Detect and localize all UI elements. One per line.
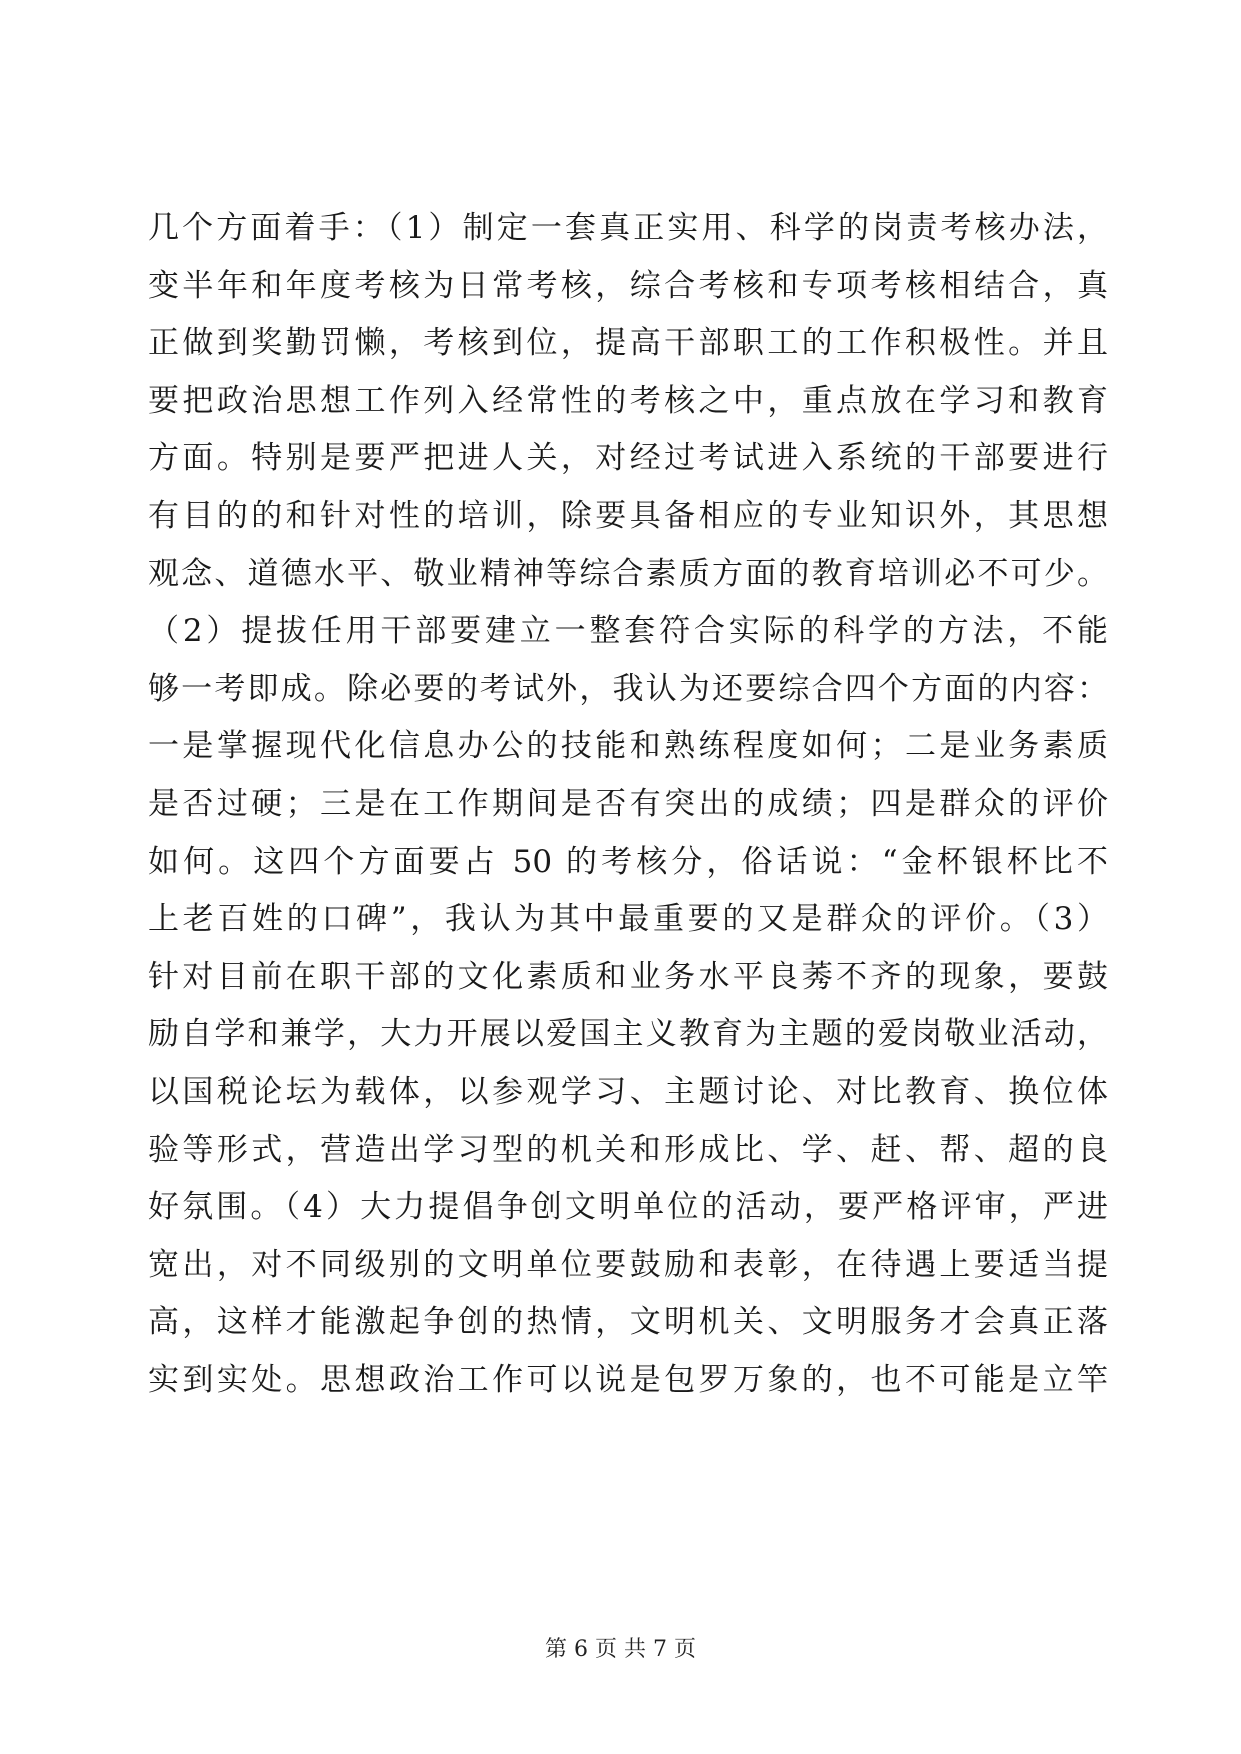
- text-line: 一是掌握现代化信息办公的技能和熟练程度如何；二是业务素质: [148, 728, 1108, 765]
- text-line: 要把政治思想工作列入经常性的考核之中，重点放在学习和教育: [148, 382, 1108, 419]
- text-line: 验等形式，营造出学习型的机关和形成比、学、赶、帮、超的良: [148, 1131, 1108, 1168]
- text-line: （2）提拔任用干部要建立一整套符合实际的科学的方法，不能: [148, 613, 1108, 650]
- text-line: 以国税论坛为载体，以参观学习、主题讨论、对比教育、换位体: [148, 1073, 1108, 1110]
- text-line: 针对目前在职干部的文化素质和业务水平良莠不齐的现象，要鼓: [148, 958, 1108, 995]
- text-line: 方面。特别是要严把进人关，对经过考试进入系统的干部要进行: [148, 440, 1108, 477]
- text-line: 有目的的和针对性的培训，除要具备相应的专业知识外，其思想: [148, 497, 1108, 534]
- text-line: 励自学和兼学，大力开展以爱国主义教育为主题的爱岗敬业活动，: [148, 1016, 1108, 1053]
- body-text: [148, 200, 1108, 1409]
- page-footer: [0, 1635, 1241, 1665]
- text-line: 观念、道德水平、敬业精神等综合素质方面的教育培训必不可少。: [148, 555, 1108, 592]
- text-line: 宽出，对不同级别的文明单位要鼓励和表彰，在待遇上要适当提: [148, 1246, 1108, 1283]
- text-line: 够一考即成。除必要的考试外，我认为还要综合四个方面的内容：: [148, 670, 1108, 707]
- text-line: 实到实处。思想政治工作可以说是包罗万象的，也不可能是立竿: [148, 1361, 1108, 1398]
- text-line: 正做到奖勤罚懒，考核到位，提高干部职工的工作积极性。并且: [148, 325, 1108, 362]
- text-line: 高，这样才能激起争创的热情，文明机关、文明服务才会真正落: [148, 1304, 1108, 1341]
- text-line: 是否过硬；三是在工作期间是否有突出的成绩；四是群众的评价: [148, 785, 1108, 822]
- page-number-label: 第 6 页 共 7 页: [545, 1637, 696, 1662]
- text-line: 上老百姓的口碑”，我认为其中最重要的又是群众的评价。（3）: [148, 901, 1108, 938]
- text-line: 好氛围。（4）大力提倡争创文明单位的活动，要严格评审，严进: [148, 1189, 1108, 1226]
- text-line: 几个方面着手：（1）制定一套真正实用、科学的岗责考核办法，: [148, 210, 1108, 246]
- text-line: 变半年和年度考核为日常考核，综合考核和专项考核相结合，真: [148, 267, 1108, 304]
- text-line: 如何。这四个方面要占 50 的考核分，俗话说：“金杯银杯比不: [148, 843, 1108, 880]
